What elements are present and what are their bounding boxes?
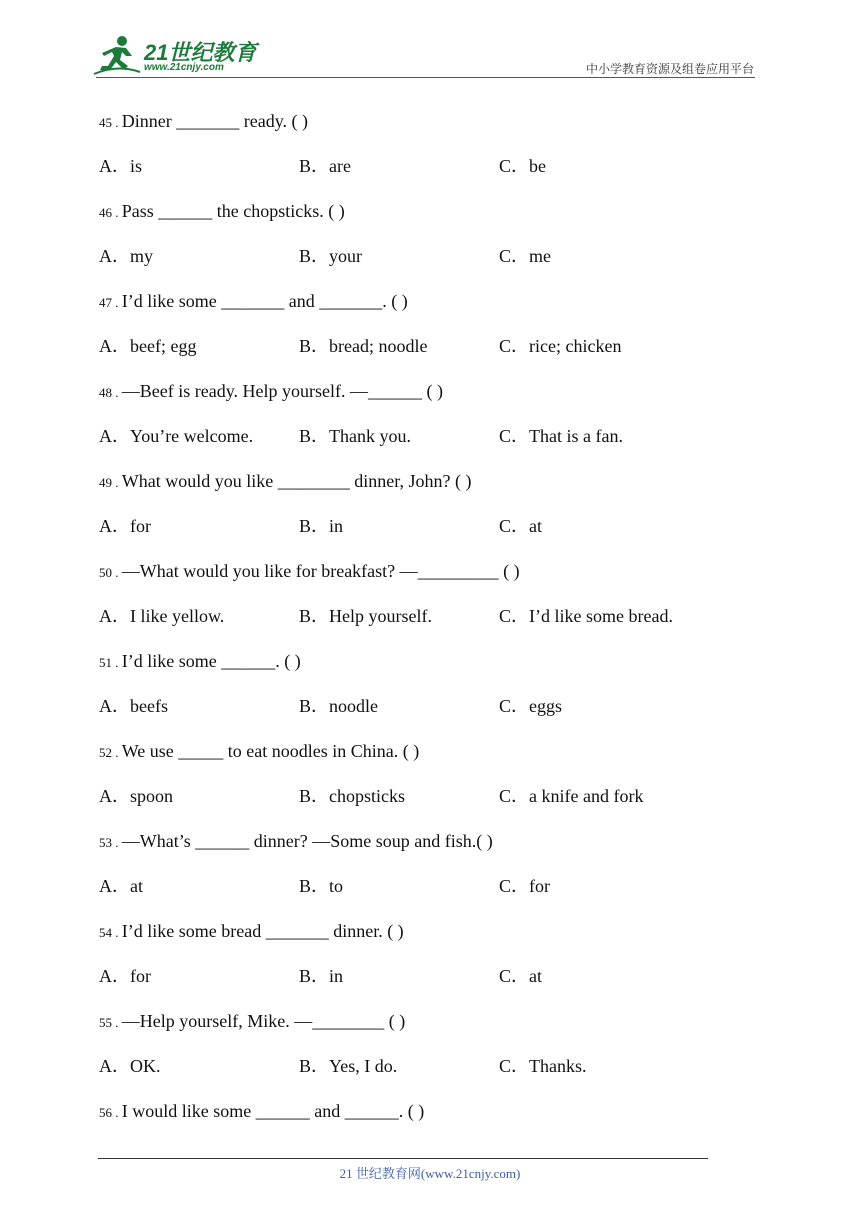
question-number: 48 (99, 385, 112, 400)
question-text: What would you like ________ dinner, John? ( ) (121, 471, 472, 491)
question-stem: 52 . We use _____ to eat noodles in China. ( ) (99, 741, 420, 761)
option-c[interactable]: C．a knife and fork (499, 786, 644, 806)
question-text: —What’s ______ dinner? —Some soup and fish.( ) (121, 831, 493, 851)
question-stem: 46 . Pass ______ the chopsticks. ( ) (99, 201, 345, 221)
question-stem: 53 . —What’s ______ dinner? —Some soup and fish.( ) (99, 831, 493, 851)
question-number: 49 (99, 475, 112, 490)
option-c[interactable]: C．at (499, 966, 542, 986)
question-stem: 48 . —Beef is ready. Help yourself. —______ ( ) (99, 381, 443, 401)
question-text: —What would you like for breakfast? —_________ ( ) (121, 561, 520, 581)
option-c[interactable]: C．at (499, 516, 542, 536)
question-list (99, 105, 779, 1140)
question-number: 46 (99, 205, 112, 220)
option-a[interactable]: A．OK. (99, 1056, 161, 1076)
question-text: Pass ______ the chopsticks. ( ) (121, 201, 345, 221)
question-stem: 51 . I’d like some ______. ( ) (99, 651, 301, 671)
question-number: 52 (99, 745, 112, 760)
question-options (99, 510, 779, 555)
option-c[interactable]: C．That is a fan. (499, 426, 623, 446)
question-options (99, 330, 779, 375)
question-options (99, 420, 779, 465)
question-number: 56 (99, 1105, 112, 1120)
logo-text: 21世纪教育 (144, 40, 257, 65)
question-number: 55 (99, 1015, 112, 1030)
header-divider (96, 77, 755, 78)
question-number: 50 (99, 565, 112, 580)
question-text: I’d like some ______. ( ) (121, 651, 301, 671)
runner-logo-icon (92, 34, 142, 78)
option-a[interactable]: A．at (99, 876, 143, 896)
option-c[interactable]: C．for (499, 876, 550, 896)
option-a[interactable]: A．beefs (99, 696, 168, 716)
option-b[interactable]: B．in (299, 966, 344, 986)
logo-url: www.21cnjy.com (144, 62, 224, 73)
question-stem: 54 . I’d like some bread _______ dinner. ( ) (99, 921, 404, 941)
question-stem: 50 . —What would you like for breakfast? —_________ ( ) (99, 561, 520, 581)
option-c[interactable]: C．Thanks. (499, 1056, 587, 1076)
option-a[interactable]: A．is (99, 156, 143, 176)
question-options (99, 150, 779, 195)
option-a[interactable]: A．my (99, 246, 153, 266)
option-c[interactable]: C．be (499, 156, 546, 176)
option-b[interactable]: B．Thank you. (299, 426, 411, 446)
question-stem: 45 . Dinner _______ ready. ( ) (99, 111, 309, 131)
footer-site-link[interactable]: 21 世纪教育网(www.21cnjy.com) (339, 1166, 521, 1181)
question-stem: 56 . I would like some ______ and ______. ( ) (99, 1101, 425, 1121)
footer-divider (98, 1158, 708, 1159)
option-b[interactable]: B．your (299, 246, 362, 266)
option-a[interactable]: A．I like yellow. (99, 606, 225, 626)
page-header (0, 0, 860, 90)
option-b[interactable]: B．bread; noodle (299, 336, 428, 356)
question-text: —Beef is ready. Help yourself. —______ ( ) (121, 381, 443, 401)
option-b[interactable]: B．in (299, 516, 344, 536)
option-c[interactable]: C．me (499, 246, 551, 266)
site-logo (92, 34, 262, 80)
option-c[interactable]: C．I’d like some bread. (499, 606, 673, 626)
question-number: 47 (99, 295, 112, 310)
question-stem: 49 . What would you like ________ dinner, John? ( ) (99, 471, 472, 491)
option-a[interactable]: A．for (99, 966, 151, 986)
header-platform-text: 中小学教育资源及组卷应用平台 (585, 62, 754, 76)
question-stem: 55 . —Help yourself, Mike. —________ ( ) (99, 1011, 406, 1031)
question-text: I would like some ______ and ______. ( ) (121, 1101, 425, 1121)
question-text: We use _____ to eat noodles in China. ( ) (121, 741, 420, 761)
question-options (99, 960, 779, 1005)
question-options (99, 780, 779, 825)
question-text: I’d like some _______ and _______. ( ) (121, 291, 408, 311)
option-b[interactable]: B．Help yourself. (299, 606, 432, 626)
question-text: —Help yourself, Mike. —________ ( ) (121, 1011, 406, 1031)
option-a[interactable]: A．spoon (99, 786, 174, 806)
question-options (99, 600, 779, 645)
option-c[interactable]: C．eggs (499, 696, 562, 716)
option-b[interactable]: B．to (299, 876, 344, 896)
question-options (99, 870, 779, 915)
question-number: 45 (99, 115, 112, 130)
question-number: 53 (99, 835, 112, 850)
question-number: 54 (99, 925, 112, 940)
question-text: I’d like some bread _______ dinner. ( ) (121, 921, 404, 941)
option-a[interactable]: A．You’re welcome. (99, 426, 254, 446)
question-number: 51 (99, 655, 112, 670)
question-options (99, 240, 779, 285)
option-a[interactable]: A．for (99, 516, 151, 536)
option-b[interactable]: B．Yes, I do. (299, 1056, 398, 1076)
question-text: Dinner _______ ready. ( ) (121, 111, 309, 131)
question-options (99, 1050, 779, 1095)
option-b[interactable]: B．chopsticks (299, 786, 405, 806)
option-c[interactable]: C．rice; chicken (499, 336, 622, 356)
option-b[interactable]: B．noodle (299, 696, 378, 716)
question-options (99, 690, 779, 735)
option-b[interactable]: B．are (299, 156, 351, 176)
question-stem: 47 . I’d like some _______ and _______. ( ) (99, 291, 408, 311)
option-a[interactable]: A．beef; egg (99, 336, 197, 356)
